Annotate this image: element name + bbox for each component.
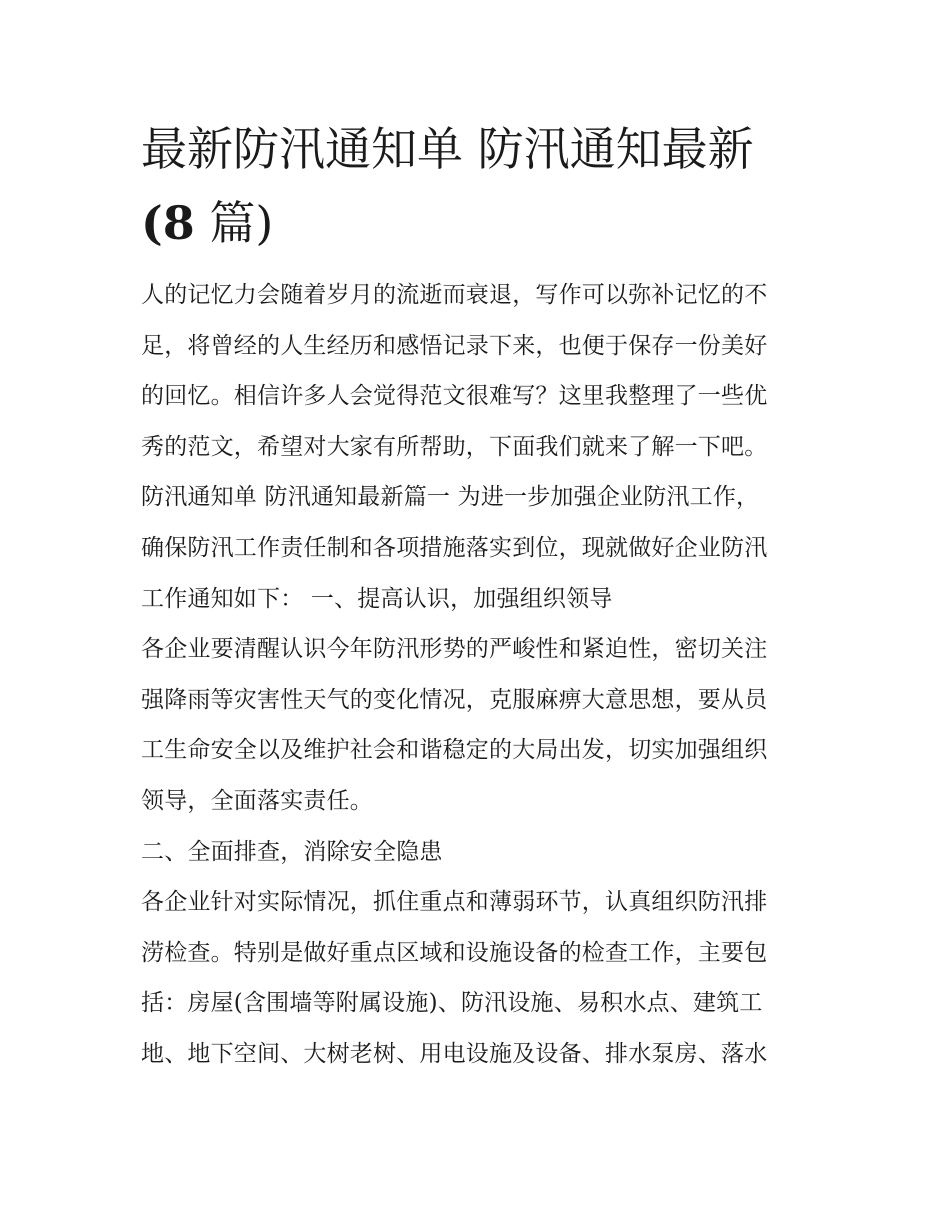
title-count-suffix: 篇) <box>194 196 274 250</box>
body-line: 的回忆。相信许多人会觉得范文很难写？这里我整理了一些优 <box>141 383 768 410</box>
body-line: 各企业针对实际情况，抓住重点和薄弱环节，认真组织防汛排 <box>141 889 768 916</box>
body-line: 地、地下空间、大树老树、用电设施及设备、排水泵房、落水 <box>141 1040 768 1067</box>
body-line: 防汛通知单 防汛通知最新篇一 为进一步加强企业防汛工作， <box>141 484 760 511</box>
body-line: 工作通知如下： 一、提高认识，加强组织领导 <box>141 585 613 612</box>
body-line: 强降雨等灾害性天气的变化情况，克服麻痹大意思想，要从员 <box>141 686 768 713</box>
body-line: 涝检查。特别是做好重点区域和设施设备的检查工作，主要包 <box>141 939 768 966</box>
section-heading: 二、全面排查，消除安全隐患 <box>141 838 443 865</box>
body-line: 人的记忆力会随着岁月的流逝而衰退，写作可以弥补记忆的不 <box>141 282 768 308</box>
document-title <box>141 112 821 260</box>
body-line: 括：房屋(含围墙等附属设施)、防汛设施、易积水点、建筑工 <box>141 990 763 1017</box>
body-line: 确保防汛工作责任制和各项措施落实到位，现就做好企业防汛 <box>141 534 768 561</box>
document-content <box>141 112 821 1080</box>
title-line-1: 最新防汛通知单 防汛通知最新 <box>141 122 754 176</box>
body-line: 领导，全面落实责任。 <box>141 787 373 814</box>
body-line: 工生命安全以及维护社会和谐稳定的大局出发，切实加强组织 <box>141 737 768 764</box>
body-line: 足，将曾经的人生经历和感悟记录下来，也便于保存一份美好 <box>141 332 768 359</box>
title-count-number: (8 <box>141 196 195 250</box>
body-line: 各企业要清醒认识今年防汛形势的严峻性和紧迫性，密切关注 <box>141 636 768 663</box>
body-line: 秀的范文，希望对大家有所帮助，下面我们就来了解一下吧。 <box>141 433 768 460</box>
